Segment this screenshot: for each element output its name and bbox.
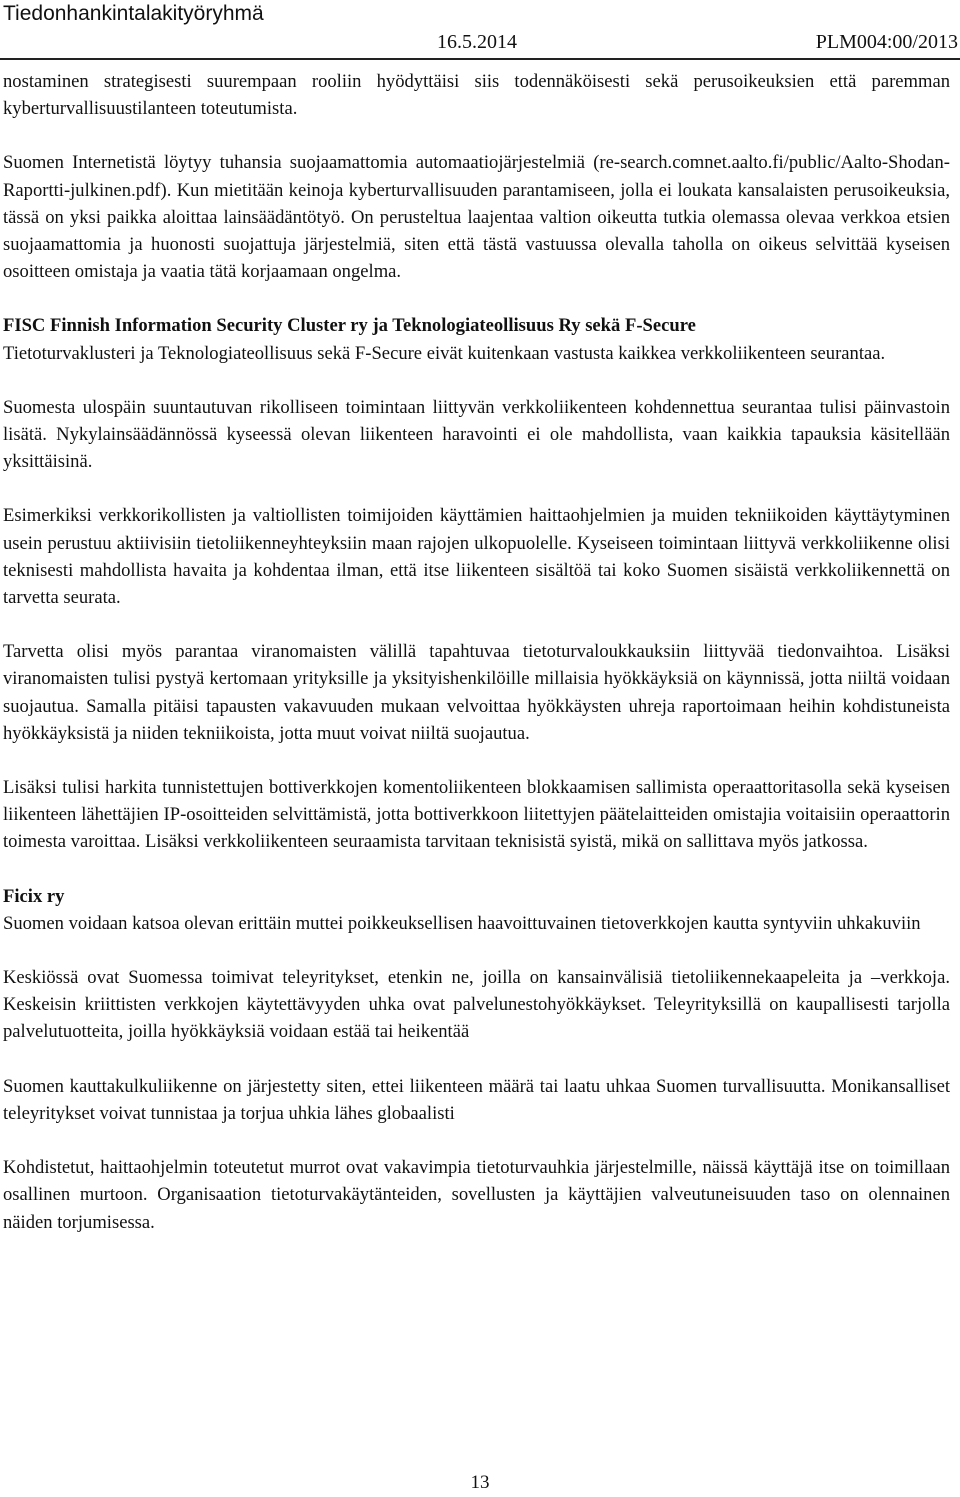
document-code: PLM004:00/2013 — [815, 31, 958, 53]
paragraph-shodan-start: Suomen Internetistä löytyy tuhansia suojaamattomia automaatiojärjestelmiä (re- — [3, 152, 621, 174]
page-header — [0, 0, 960, 60]
document-body — [3, 68, 950, 1236]
organization-name: Tiedonhankintalakityöryhmä — [3, 2, 264, 25]
report-link[interactable]: search.comnet.aalto.fi/public/Aalto-Shodan-Raportti-julkinen.pdf — [3, 152, 950, 201]
fisc-paragraph-5: Lisäksi tulisi harkita tunnistettujen bottiverkkojen komentoliikenteen blokkaamisen sallimista operaattoritasolla sekä kyseisen liikenteen lähettäjien IP-osoitteiden selvittämistä, jotta bottiverkkoon liitettyjen päätelaitteiden omistajia voitaisiin operaattorin toimesta varoittaa. Lisäksi verkkoliikenteen seuraamista tarvitaan teknisistä syistä, mikä on sallittava myös jatkossa. — [3, 777, 950, 853]
page-number: 13 — [470, 1472, 490, 1493]
ficix-heading: Ficix ry — [3, 885, 65, 907]
fisc-paragraph-3: Esimerkiksi verkkorikollisten ja valtiollisten toimijoiden käyttämien haittaohjelmien ja muiden tekniikoiden käyttäytyminen usein perustuu aktiivisiin tietoliikenneyhteyksiin maan rajojen ulkopuolelle. Kyseiseen toimintaan liittyvä verkkoliikenne olisi teknisesti mahdollista havaita ja kohdentaa ilman, että itse liikenteen sisältöä tai koko Suomen sisäistä verkkoliikennettä on tarvetta seurata. — [3, 505, 950, 609]
ficix-paragraph-4: Kohdistetut, haittaohjelmin toteutetut murrot ovat vakavimpia tietoturvauhkia järjestelmille, näissä käyttäjä itse on toimillaan osallinen murtoon. Organisaation tietoturvakäytänteiden, sovellusten ja käyttäjien valveutuneisuuden taso on olennainen näiden torjumisessa. — [3, 1157, 950, 1233]
fisc-paragraph-4: Tarvetta olisi myös parantaa viranomaisten välillä tapahtuvaa tietoturvaloukkauksiin liittyvää tiedonvaihtoa. Lisäksi viranomaisten tulisi pystyä kertomaan yrityksille ja yksityishenkilöille millaisia hyökkäyksiä on käynnissä, jotta niiltä voidaan suojautua. Samalla pitäisi tapausten vakavuuden mukaan velvoittaa hyökkäysten uhreja raportoimaan heihin kohdistuneista hyökkäyksistä ja niiden tekniikoista, jotta muut voivat niiltä suojautua. — [3, 641, 950, 744]
paragraph-intro: nostaminen strategisesti suurempaan rooliin hyödyttäisi siis todennäköisesti sekä perusoikeuksien että paremman kyberturvallisuustilanteen toteutumista. — [3, 71, 950, 120]
ficix-paragraph-3: Suomen kauttakulkuliikenne on järjestetty siten, ettei liikenteen määrä tai laatu uhkaa Suomen turvallisuutta. Monikansalliset teleyritykset voivat tunnistaa ja torjua uhkia lähes globaalisti — [3, 1075, 950, 1124]
ficix-paragraph-1: Suomen voidaan katsoa olevan erittäin muttei poikkeuksellisen haavoittuvainen tietoverkkojen kautta syntyviin uhkakuviin — [3, 912, 921, 934]
paragraph-shodan-end: ). Kun mietitään keinoja kyberturvallisuuden parantamiseen, jolla ei loukata kansalaisten perusoikeuksia, tässä on yksi paikka aloittaa lainsäädäntötyö. On perusteltua laajentaa valtion oikeutta tutkia olemassa olevaa verkkoa etsien suojaamattomia ja huonosti suojattuja järjestelmiä, siten että tästä vastuussa olevalla taholla on oikeus selvittää kyseisen osoitteen omistaja ja vaatia tätä korjaamaan ongelma. — [3, 179, 950, 283]
fisc-paragraph-1: Tietoturvaklusteri ja Teknologiateollisuus sekä F-Secure eivät kuitenkaan vastusta kaikkea verkkoliikenteen seurantaa. — [3, 342, 886, 364]
ficix-paragraph-2: Keskiössä ovat Suomessa toimivat teleyritykset, etenkin ne, joilla on kansainvälisiä tietoliikennekaapeleita ja –verkkoja. Keskeisin kriittisten verkkojen käytettävyyden uhka ovat palvelunestohyökkäykset. Teleyrityksillä on kaupallisesti tarjolla palvelutuotteita, joilla hyökkäyksiä voidaan estää tai heikentää — [3, 967, 950, 1043]
fisc-paragraph-2: Suomesta ulospäin suuntautuvan rikolliseen toimintaan liittyvän verkkoliikenteen kohdennettua seurantaa tulisi päinvastoin lisätä. Nykylainsäädännössä kyseessä olevan liikenteen haravointi ei ole mahdollista, vaan kaikkia tapauksia käsitellään yksittäisinä. — [3, 396, 950, 473]
fisc-heading: FISC Finnish Information Security Cluster ry ja Teknologiateollisuus Ry sekä F-Secure — [3, 315, 696, 337]
paragraph-shodan — [3, 149, 950, 285]
document-date: 16.5.2014 — [437, 31, 517, 53]
